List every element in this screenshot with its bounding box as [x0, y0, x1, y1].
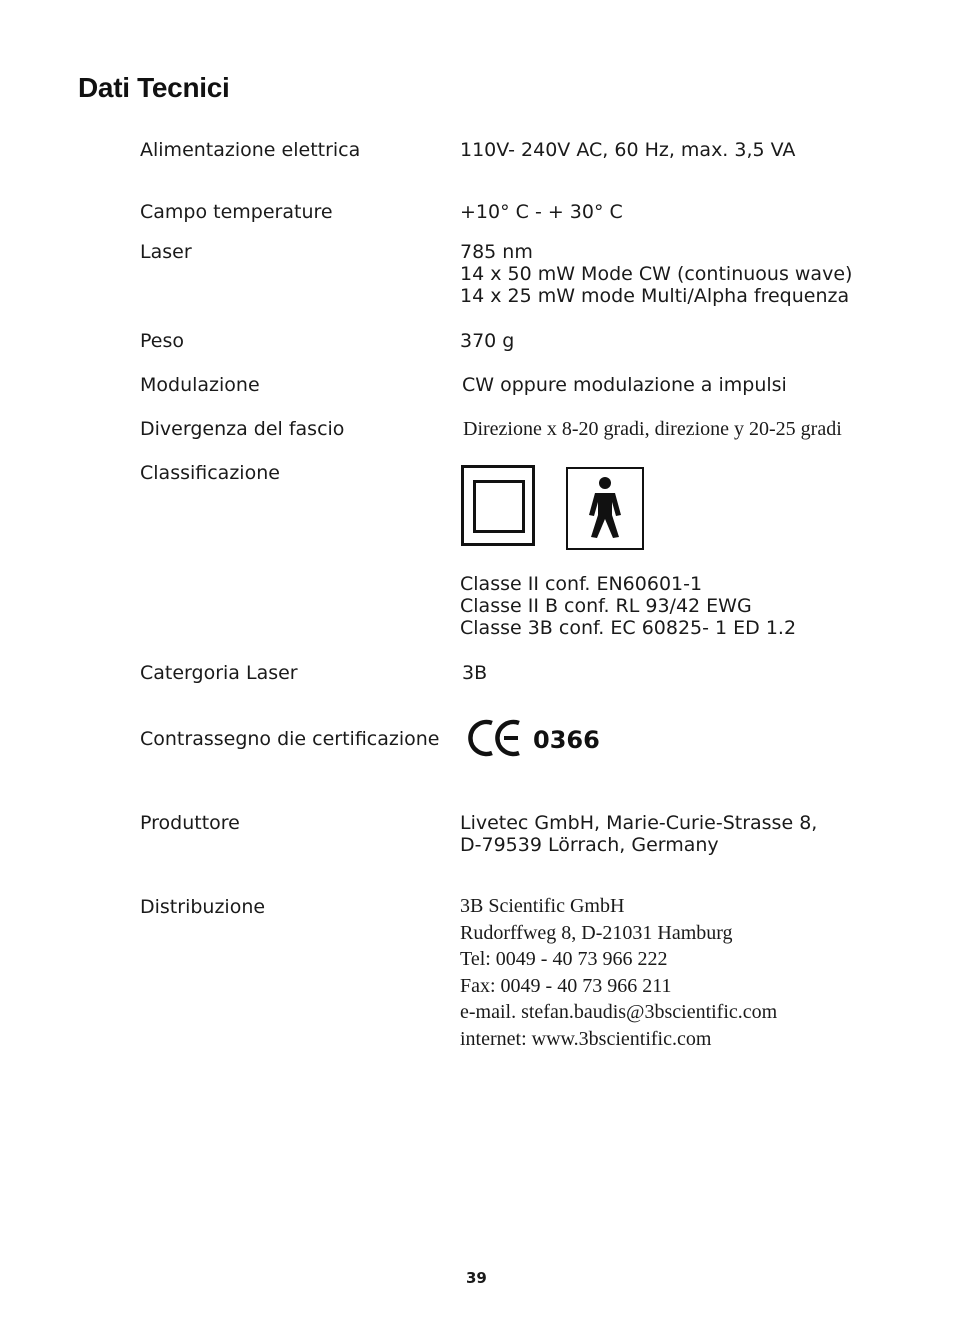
page-title: Dati Tecnici	[78, 72, 230, 103]
spec-label-produttore: Produttore	[140, 812, 240, 834]
spec-label-modulazione: Modulazione	[140, 374, 260, 396]
page-number: 39	[466, 1269, 487, 1287]
distributor-email: e-mail. stefan.baudis@3bscientific.com	[460, 1001, 778, 1023]
spec-value-peso: 370 g	[460, 330, 515, 352]
spec-label-certificazione: Contrassegno die certificazione	[140, 728, 440, 750]
classification-line: Classe II conf. EN60601-1	[460, 573, 703, 595]
type-b-body-icon	[566, 467, 644, 550]
spec-value-produttore	[460, 812, 817, 856]
spec-value-alimentazione: 110V- 240V AC, 60 Hz, max. 3,5 VA	[460, 139, 796, 161]
spec-value-modulazione: CW oppure modulazione a impulsi	[462, 374, 787, 396]
manufacturer-line: Livetec GmbH, Marie-Curie-Strasse 8,	[460, 812, 818, 834]
spec-value-classificazione	[460, 573, 796, 639]
distributor-line: 3B Scientific GmbH	[460, 895, 625, 917]
laser-line: 14 x 25 mW mode Multi/Alpha frequenza	[460, 285, 850, 307]
classification-line: Classe 3B conf. EC 60825- 1 ED 1.2	[460, 617, 797, 639]
spec-value-laser	[460, 241, 852, 307]
distributor-line: Tel: 0049 - 40 73 966 222	[460, 948, 668, 970]
spec-label-classificazione: Classificazione	[140, 462, 280, 484]
spec-value-categoria: 3B	[462, 662, 488, 684]
spec-value-divergenza: Direzione x 8-20 gradi, direzione y 20-25 gradi	[463, 418, 842, 440]
spec-label-laser: Laser	[140, 241, 192, 263]
spec-label-divergenza: Divergenza del fascio	[140, 418, 345, 440]
spec-label-alimentazione: Alimentazione elettrica	[140, 139, 361, 161]
classification-line: Classe II B conf. RL 93/42 EWG	[460, 595, 752, 617]
spec-label-temperatura: Campo temperature	[140, 201, 333, 223]
distributor-line: Rudorffweg 8, D-21031 Hamburg	[460, 921, 733, 944]
spec-label-peso: Peso	[140, 330, 184, 352]
ce-mark-icon	[466, 718, 526, 758]
laser-line: 785 nm	[460, 241, 533, 263]
manufacturer-line: D-79539 Lörrach, Germany	[460, 834, 719, 856]
certification-number: 0366	[533, 726, 600, 754]
spec-value-distribuzione	[460, 893, 777, 1052]
distributor-website: internet: www.3bscientific.com	[460, 1027, 712, 1050]
distributor-line: Fax: 0049 - 40 73 966 211	[460, 974, 672, 997]
spec-value-temperatura: +10° C - + 30° C	[460, 201, 623, 223]
class-ii-double-square-icon	[461, 465, 535, 546]
spec-label-distribuzione: Distribuzione	[140, 896, 266, 918]
laser-line: 14 x 50 mW Mode CW (continuous wave)	[460, 263, 853, 285]
spec-label-categoria: Catergoria Laser	[140, 662, 298, 684]
